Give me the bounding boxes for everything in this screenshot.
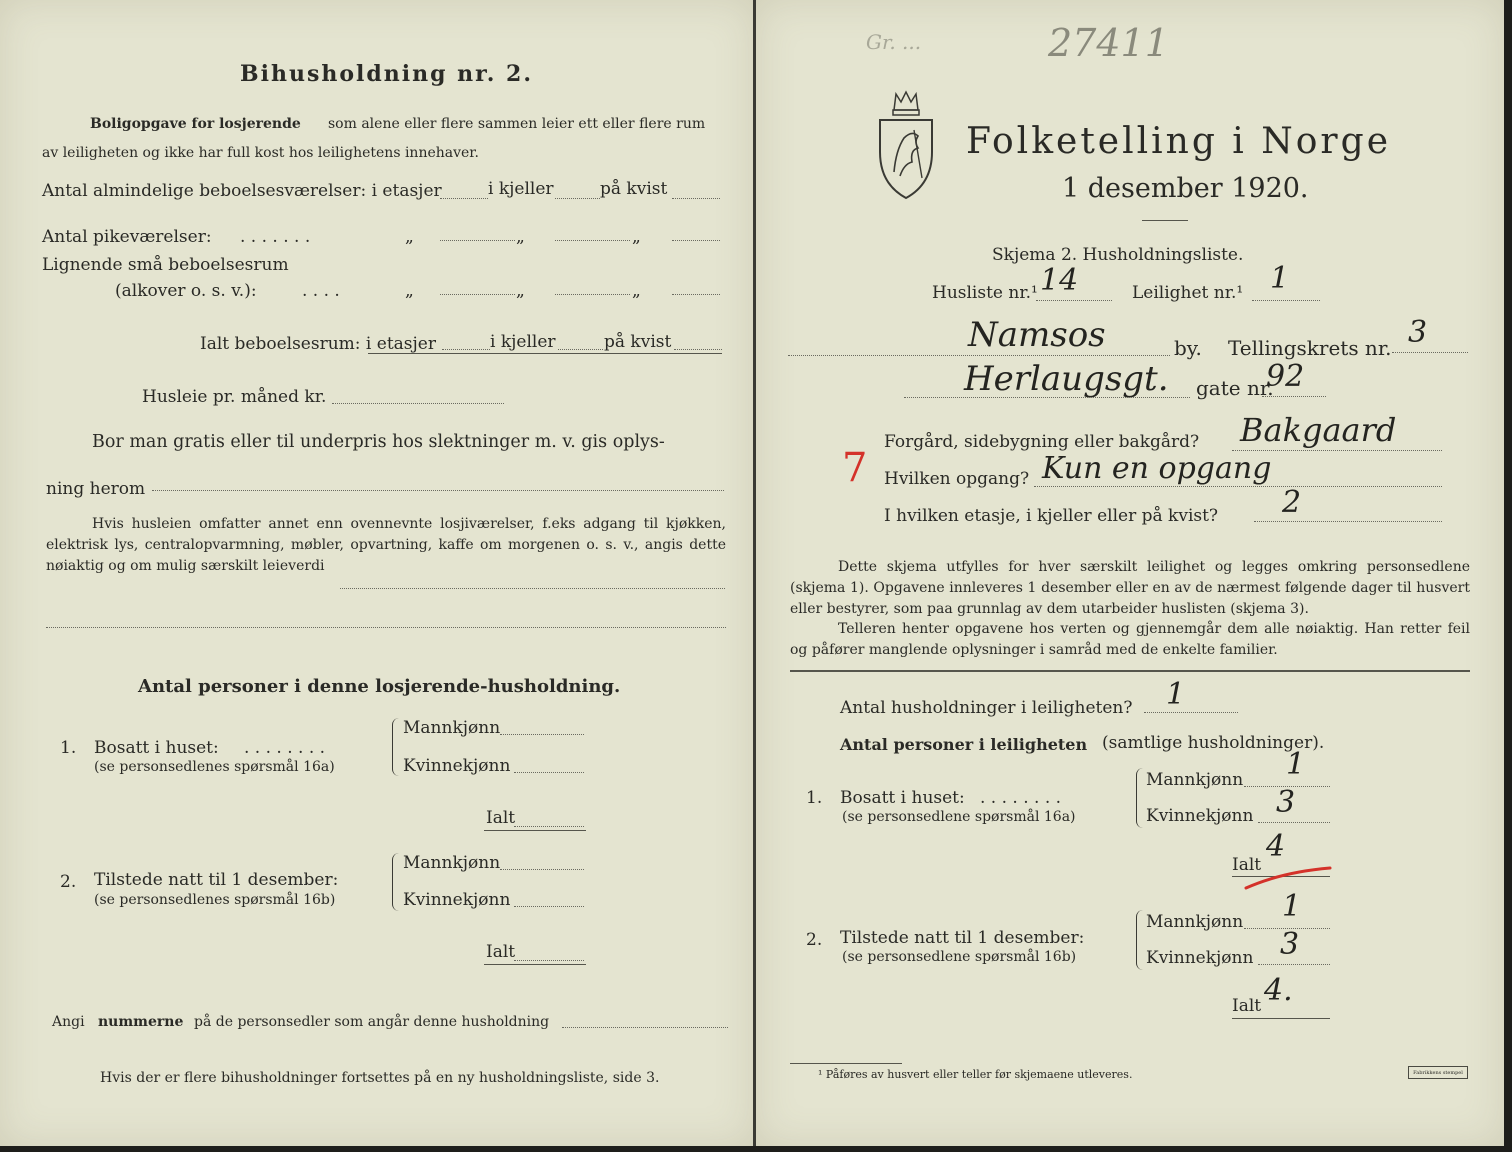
census-date: 1 desember 1920.	[1062, 173, 1309, 204]
krets-label: Tellingskrets nr.	[1228, 336, 1392, 360]
schema-label: Skjema 2. Husholdningsliste.	[992, 245, 1244, 265]
r-item2-male-label: Mannkjønn	[1146, 912, 1244, 932]
leilighet-value: 1	[1270, 261, 1290, 296]
left-title: Bihusholdning nr. 2.	[240, 61, 533, 87]
right-title: Folketelling i Norge	[966, 121, 1391, 162]
instructions-2: Telleren henter opgavene hos verten og gjennemgår dem alle nøiaktig. Han retter feil og påfører manglende oplysninger i samråd med de enkelte familier.	[790, 621, 1470, 658]
printer-stamp: Fabrikkens stempel	[1408, 1066, 1468, 1079]
item1-sub: (se personsedlenes spørsmål 16a)	[94, 759, 335, 775]
street-value: Herlaugsgt.	[964, 359, 1169, 399]
r-item2-label: Tilstede natt til 1 desember:	[840, 928, 1085, 948]
item2-total: Ialt	[486, 942, 516, 962]
r-item2-male-value: 1	[1282, 889, 1302, 924]
krets-value: 3	[1408, 315, 1428, 350]
r-item1-male-label: Mannkjønn	[1146, 770, 1244, 790]
total-cellar: i kjeller	[490, 332, 556, 352]
etasje-label: I hvilken etasje, i kjeller eller på kvist?	[884, 506, 1219, 526]
continue-note: Hvis der er flere bihusholdninger fortsettes på en ny husholdningsliste, side 3.	[100, 1070, 660, 1086]
r-item1-male-value: 1	[1286, 747, 1306, 782]
instructions-1: Dette skjema utfylles for hver særskilt leilighet og legges omkring personsedlene (skjema 1). Opgavene innleveres 1 desember eller en av de nærmest følgende dager til husvert eller bestyrer, som paa grunnlag av dem utarbeider huslisten (skjema 3).	[790, 559, 1470, 617]
r-item2-female-label: Kvinnekjønn	[1146, 948, 1254, 968]
r-item2-num: 2.	[806, 930, 823, 950]
item1-num: 1.	[60, 738, 77, 758]
households-label: Antal husholdninger i leiligheten?	[840, 698, 1133, 718]
item1-dots: . . . . . . . .	[244, 738, 326, 758]
free-line1: Bor man gratis eller til underpris hos slektninger m. v. gis oplys-	[92, 432, 665, 452]
intro-rest: som alene eller flere sammen leier ett eller flere rum	[328, 116, 706, 132]
r-item1-num: 1.	[806, 788, 823, 808]
r-item2-total-label: Ialt	[1232, 996, 1262, 1016]
r-item2-female-value: 3	[1280, 927, 1300, 962]
gate-label: gate nr.	[1196, 376, 1274, 400]
etasje-value: 2	[1282, 485, 1302, 520]
r-item1-female-value: 3	[1276, 785, 1296, 820]
maid-dots: . . . . . . .	[240, 227, 311, 247]
archive-number: 27411	[1048, 21, 1169, 65]
town-value: Namsos	[968, 315, 1106, 355]
r-item1-label: Bosatt i huset:	[840, 788, 965, 808]
ditto-mark: „	[405, 227, 414, 247]
persons-title: Antal personer i denne losjerende-husholdning.	[138, 676, 621, 697]
forgard-value: Bakgaard	[1240, 411, 1397, 449]
coat-of-arms-icon	[874, 90, 938, 202]
right-page	[756, 0, 1504, 1146]
small-rooms-1: Lignende små beboelsesrum	[42, 255, 289, 275]
rooms-attic: på kvist	[600, 179, 668, 199]
angi-post: på de personsedler som angår denne husholdning	[194, 1014, 550, 1030]
ditto-mark: „	[405, 281, 414, 301]
gate-value: 92	[1266, 359, 1305, 394]
r-item2-sub: (se personsedlene spørsmål 16b)	[842, 949, 1077, 965]
item2-label: Tilstede natt til 1 desember:	[94, 870, 339, 890]
rooms-cellar: i kjeller	[488, 179, 554, 199]
r-item2-total-value: 4.	[1264, 973, 1293, 1008]
intro-bold: Boligopgave for losjerende	[90, 116, 301, 132]
opgang-value: Kun en opgang	[1042, 451, 1272, 486]
r-item1-sub: (se personsedlene spørsmål 16a)	[842, 809, 1076, 825]
rent-label: Husleie pr. måned kr.	[142, 387, 327, 407]
total-rooms-label: Ialt beboelsesrum: i etasjer	[200, 334, 436, 354]
persons-bold: Antal personer i leiligheten	[840, 735, 1088, 754]
households-value: 1	[1166, 677, 1186, 712]
r-item1-total-label: Ialt	[1232, 855, 1262, 875]
husliste-value: 14	[1040, 263, 1079, 298]
ditto-mark: „	[632, 281, 641, 301]
rooms-label: Antal almindelige beboelsesværelser: i etasjer	[42, 181, 442, 201]
item2-num: 2.	[60, 872, 77, 892]
rent-includes: Hvis husleien omfatter annet enn ovennevnte losjiværelser, f.eks adgang til kjøkken, elektrisk lys, centralopvarmning, møbler, opvartning, kaffe om morgenen o. s. v., angis dette nøiaktig og om mulig særskilt leieverdi	[46, 516, 726, 574]
free-line2: ning herom	[46, 479, 146, 499]
left-page	[0, 0, 754, 1146]
husliste-label: Husliste nr.¹	[932, 283, 1038, 303]
item1-female: Kvinnekjønn	[403, 756, 511, 776]
leilighet-label: Leilighet nr.¹	[1132, 283, 1244, 303]
item2-female: Kvinnekjønn	[403, 890, 511, 910]
total-attic: på kvist	[604, 332, 672, 352]
red-mark: 7	[842, 445, 868, 491]
footnote: ¹ Påføres av husvert eller teller før skjemaene utleveres.	[818, 1068, 1133, 1081]
pencil-note: Gr. ...	[866, 30, 922, 54]
ditto-mark: „	[632, 227, 641, 247]
r-item1-total-value: 4	[1266, 829, 1286, 864]
intro-line2: av leiligheten og ikke har full kost hos leilighetens innehaver.	[42, 145, 479, 161]
red-correction-stroke-icon	[1242, 862, 1334, 892]
forgard-label: Forgård, sidebygning eller bakgård?	[884, 432, 1200, 452]
item2-sub: (se personsedlenes spørsmål 16b)	[94, 892, 336, 908]
maid-rooms-label: Antal pikeværelser:	[42, 227, 212, 247]
small-rooms-2: (alkover o. s. v.):	[115, 281, 257, 301]
r-item1-dots: . . . . . . . .	[980, 788, 1062, 808]
item1-total: Ialt	[486, 808, 516, 828]
ditto-mark: „	[516, 227, 525, 247]
persons-rest: (samtlige husholdninger).	[1102, 733, 1325, 753]
small-dots: . . . .	[302, 281, 340, 301]
by-label: by.	[1174, 336, 1202, 360]
item2-male: Mannkjønn	[403, 853, 501, 873]
angi-pre: Angi	[52, 1014, 85, 1030]
opgang-label: Hvilken opgang?	[884, 469, 1030, 489]
item1-male: Mannkjønn	[403, 718, 501, 738]
angi-bold: nummerne	[98, 1014, 184, 1030]
ditto-mark: „	[516, 281, 525, 301]
item1-label: Bosatt i huset:	[94, 738, 219, 758]
r-item1-female-label: Kvinnekjønn	[1146, 806, 1254, 826]
